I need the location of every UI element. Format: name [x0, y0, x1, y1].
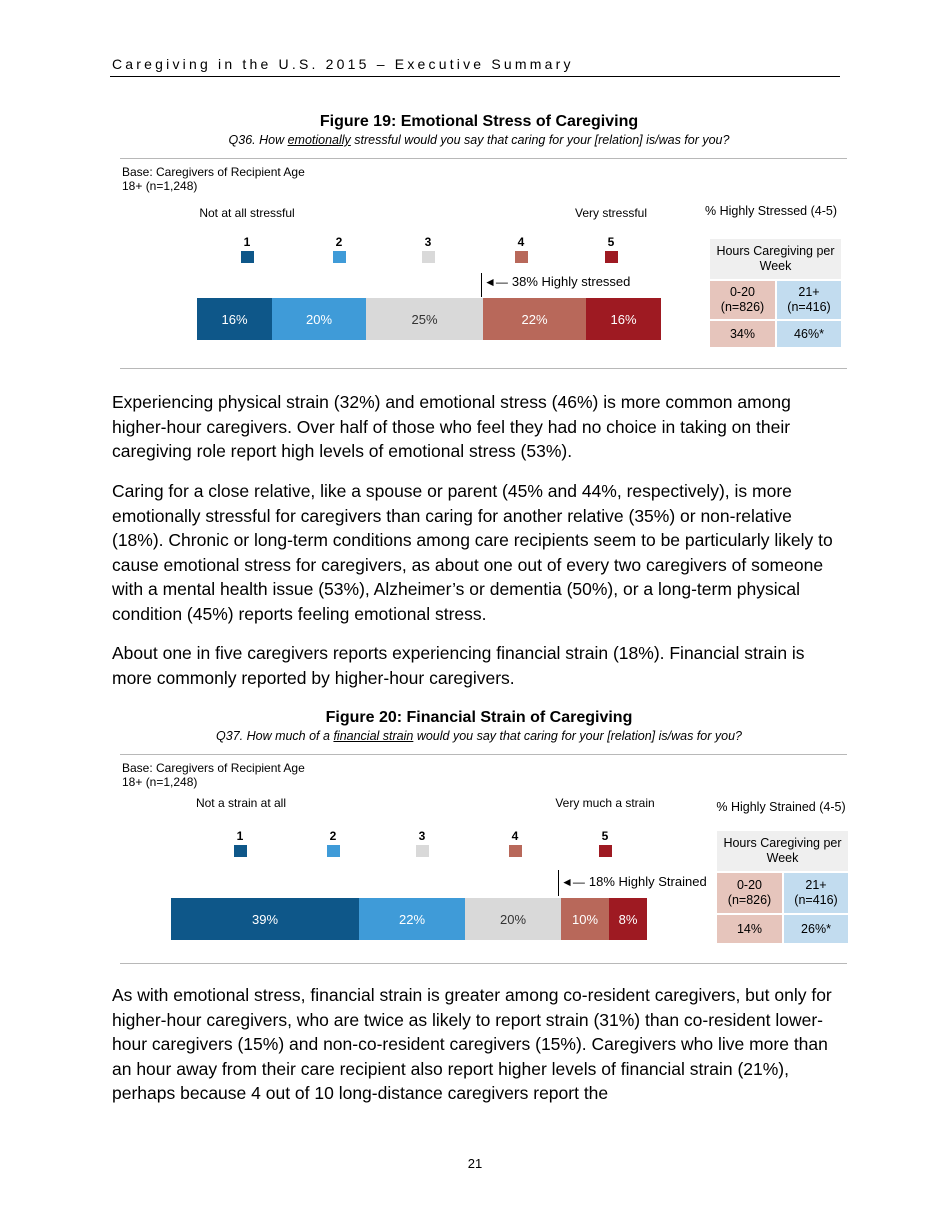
- bar-data-label: 16%: [610, 311, 637, 327]
- scale-num-4: 4: [511, 829, 519, 843]
- question-emphasis: emotionally: [287, 133, 351, 147]
- table-col-low-hours: 0-20 (n=826): [717, 873, 782, 913]
- question-text: Q37. How much of a: [216, 729, 334, 743]
- figure-20-top-rule: [120, 754, 847, 755]
- bar-data-label: 39%: [251, 911, 279, 927]
- legend-swatch-4: [515, 251, 528, 263]
- legend-swatch-4: [509, 845, 522, 857]
- bar-data-label: 25%: [411, 311, 438, 327]
- figure-20-base: Base: Caregivers of Recipient Age 18+ (n=1,248): [122, 761, 305, 789]
- scale-num-1: 1: [243, 235, 251, 249]
- table-value-low-hours: 14%: [717, 915, 782, 943]
- figure-19-bottom-rule: [120, 368, 847, 369]
- legend-swatch-1: [241, 251, 254, 263]
- table-col-high-hours: 21+ (n=416): [777, 281, 841, 319]
- figure-19-table-title: % Highly Stressed (4-5): [705, 204, 837, 218]
- bar-segment-5: [609, 898, 647, 940]
- table-col-high-hours: 21+ (n=416): [784, 873, 848, 913]
- scale-num-3: 3: [418, 829, 426, 843]
- bar-data-label: 10%: [571, 911, 599, 927]
- question-emphasis: financial strain: [333, 729, 414, 743]
- bar-segment-5: [586, 298, 661, 340]
- bar-data-label: 16%: [221, 311, 248, 327]
- bar-data-label: 8%: [618, 911, 638, 927]
- question-text: stressful would you say that caring for your [relation] is/was for you?: [350, 133, 730, 147]
- scale-num-1: 1: [236, 829, 244, 843]
- legend-swatch-3: [416, 845, 429, 857]
- table-value-high-hours: 46%*: [777, 321, 841, 347]
- bar-segment-3: [465, 898, 561, 940]
- legend-swatch-5: [599, 845, 612, 857]
- scale-low-label: Not a strain at all: [195, 796, 287, 810]
- scale-high-label: Very much a strain: [555, 796, 655, 810]
- table-header-hours: Hours Caregiving per Week: [710, 239, 841, 279]
- bar-segment-4: [483, 298, 586, 340]
- bar-data-label: 20%: [499, 911, 527, 927]
- figure-19-top-rule: [120, 158, 847, 159]
- scale-num-5: 5: [607, 235, 615, 249]
- table-value-high-hours: 26%*: [784, 915, 848, 943]
- bar-segment-1: [197, 298, 272, 340]
- paragraph-2: Caring for a close relative, like a spouse or parent (45% and 44%, respectively), is more emotionally stressful for caregivers than caring for another relative (35%) or non-relative (18%). Chronic or long-term conditions among care recipients seem to be particularly likely to cause emotional stress for caregivers, as about one out of every two caregivers of someone with a mental health issue (53%), Alzheimer’s or dementia (50%), or a long-term physical condition (45%) reports feeling emotional stress.: [112, 481, 833, 624]
- page-number: 21: [467, 1156, 483, 1171]
- paragraph-1: Experiencing physical strain (32%) and emotional stress (46%) is more common among higher-hour caregivers. Over half of those who feel they had no choice in taking on their caregiving role report high levels of emotional stress (53%).: [112, 392, 791, 461]
- legend-swatch-3: [422, 251, 435, 263]
- scale-num-5: 5: [601, 829, 609, 843]
- arrow-left-icon: ◄—: [561, 874, 585, 889]
- legend-swatch-1: [234, 845, 247, 857]
- bar-data-label: 22%: [398, 911, 426, 927]
- scale-high-label: Very stressful: [574, 206, 648, 220]
- figure-20-title: Figure 20: Financial Strain of Caregiving: [325, 709, 633, 726]
- marker-label: 18% Highly Strained: [588, 874, 707, 889]
- table-header-hours: Hours Caregiving per Week: [717, 831, 848, 871]
- bar-segment-2: [359, 898, 465, 940]
- figure-19-title: Figure 19: Emotional Stress of Caregiving: [319, 113, 639, 130]
- scale-num-4: 4: [517, 235, 525, 249]
- legend-swatch-2: [333, 251, 346, 263]
- legend-swatch-5: [605, 251, 618, 263]
- highly-stressed-marker: [484, 274, 630, 289]
- scale-low-label: Not at all stressful: [199, 206, 295, 220]
- legend-swatch-2: [327, 845, 340, 857]
- figure-19-base: Base: Caregivers of Recipient Age 18+ (n=1,248): [122, 165, 305, 193]
- question-text: Q36. How: [228, 133, 288, 147]
- bar-data-label: 22%: [521, 311, 548, 327]
- bar-segment-4: [561, 898, 609, 940]
- header-rule: [110, 76, 840, 77]
- paragraph-3: About one in five caregivers reports experiencing financial strain (18%). Financial strain is more commonly reported by higher-hour caregivers.: [112, 643, 805, 688]
- figure-19-question: [120, 133, 838, 147]
- bar-data-label: 20%: [305, 311, 333, 327]
- table-col-low-hours: 0-20 (n=826): [710, 281, 775, 319]
- bar-segment-3: [366, 298, 483, 340]
- figure-20-bottom-rule: [120, 963, 847, 964]
- question-text: would you say that caring for your [relation] is/was for you?: [413, 729, 742, 743]
- highly-strained-marker-line: [558, 870, 559, 896]
- scale-num-2: 2: [335, 235, 343, 249]
- marker-label: 38% Highly stressed: [511, 274, 631, 289]
- highly-stressed-marker-line: [481, 273, 482, 297]
- arrow-left-icon: ◄—: [484, 274, 508, 289]
- running-header: Caregiving in the U.S. 2015 – Executive Summary: [112, 56, 574, 72]
- scale-num-2: 2: [329, 829, 337, 843]
- figure-20-question: [120, 729, 838, 743]
- paragraph-4: As with emotional stress, financial strain is greater among co-resident caregivers, but only for higher-hour caregivers, who are twice as likely to report strain (31%) than co-resident lower-hour caregivers (15%) and non-co-resident caregivers (15%). Caregivers who live more than an hour away from their care recipient also report higher levels of financial strain (21%), perhaps because 4 out of 10 long-distance caregivers report the: [112, 985, 832, 1103]
- bar-segment-1: [171, 898, 359, 940]
- figure-20-table-title: % Highly Strained (4-5): [716, 800, 846, 814]
- table-value-low-hours: 34%: [710, 321, 775, 347]
- scale-num-3: 3: [424, 235, 432, 249]
- highly-strained-marker: [561, 874, 707, 889]
- bar-segment-2: [272, 298, 366, 340]
